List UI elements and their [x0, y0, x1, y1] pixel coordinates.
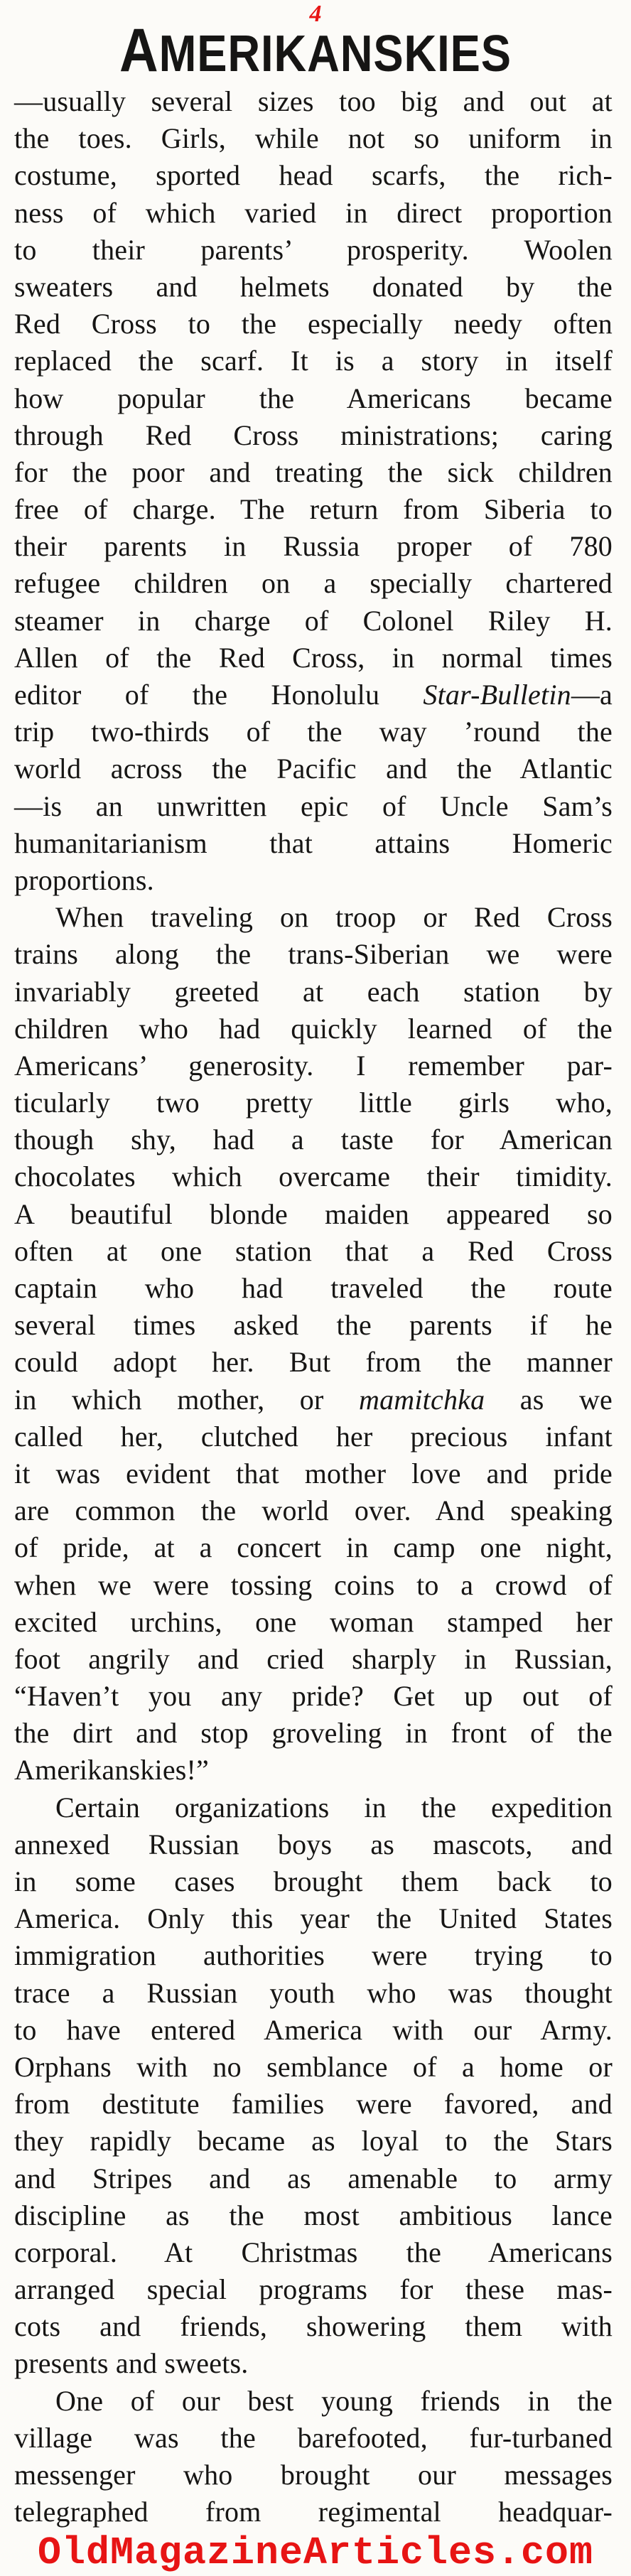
- text-line: One of our best young friends in the: [55, 2384, 613, 2417]
- text-line: often at one station that a Red Cross: [14, 1234, 613, 1267]
- text-line: the dirt and stop groveling in front of the: [14, 1717, 613, 1750]
- footer-watermark: OldMagazineArticles.com: [37, 2531, 594, 2576]
- text-line: ticularly two pretty little girls who,: [14, 1087, 613, 1119]
- text-line: Allen of the Red Cross, in normal times: [14, 641, 613, 674]
- text-line: —usually several sizes too big and out at: [14, 85, 613, 117]
- text-line: cots and friends, showering them with: [14, 2310, 613, 2343]
- text-line: When traveling on troop or Red Cross: [55, 901, 613, 934]
- text-line: to their parents’ prosperity. Woolen: [14, 233, 613, 266]
- text-line: their parents in Russia proper of 780: [14, 530, 613, 563]
- text-line: when we were tossing coins to a crowd of: [14, 1568, 613, 1601]
- text-line: refugee children on a specially chartered: [14, 567, 613, 600]
- magazine-page: [0, 1, 631, 2576]
- text-line: free of charge. The return from Siberia to: [14, 493, 613, 526]
- text-line: captain who had traveled the route: [14, 1272, 613, 1304]
- text-line: “Haven’t you any pride? Get up out of: [14, 1680, 613, 1713]
- text-line: sweaters and helmets donated by the: [14, 270, 613, 303]
- text-segment: in which mother, or: [14, 1383, 359, 1416]
- text-line: to have entered America with our Army.: [14, 2013, 613, 2046]
- article-title: AMERIKANSKIES: [119, 16, 512, 85]
- text-line: though shy, had a taste for American: [14, 1123, 613, 1156]
- text-line: presents and sweets.: [14, 2347, 249, 2380]
- text-line: discipline as the most ambitious lance: [14, 2199, 613, 2231]
- text-line: replaced the scarf. It is a story in itself: [14, 345, 613, 377]
- text-line: —is an unwritten epic of Uncle Sam’s: [14, 789, 613, 822]
- text-line: trains along the trans-Siberian we were: [14, 938, 613, 971]
- text-line: in some cases brought them back to: [14, 1865, 613, 1897]
- paragraph: [14, 2383, 613, 2531]
- paragraph: [14, 1789, 613, 2383]
- page-number: 4: [309, 1, 322, 27]
- article-body: [0, 83, 631, 2531]
- text-line: how popular the Americans became: [14, 382, 613, 414]
- text-line: ness of which varied in direct proportion: [14, 196, 613, 229]
- text-segment: —a: [571, 679, 613, 711]
- text-line: through Red Cross ministrations; caring: [14, 419, 613, 451]
- text-line: A beautiful blonde maiden appeared so: [14, 1197, 613, 1230]
- text-line: Amerikanskies!”: [14, 1754, 210, 1787]
- text-line: Orphans with no semblance of a home or: [14, 2050, 613, 2083]
- text-line: [14, 677, 613, 713]
- text-line: corporal. At Christmas the Americans: [14, 2236, 613, 2268]
- text-line: chocolates which overcame their timidity.: [14, 1160, 613, 1193]
- text-line: [14, 1381, 613, 1418]
- text-line: and Stripes and as amenable to army: [14, 2162, 613, 2194]
- text-line: proportions.: [14, 863, 154, 896]
- text-line: trace a Russian youth who was thought: [14, 1976, 613, 2009]
- paragraph: [14, 899, 613, 1789]
- text-line: excited urchins, one woman stamped her: [14, 1605, 613, 1638]
- text-line: for the poor and treating the sick children: [14, 456, 613, 488]
- text-line: foot angrily and cried sharply in Russian,: [14, 1642, 613, 1675]
- text-line: Certain organizations in the expedition: [55, 1791, 613, 1823]
- text-line: village was the barefooted, fur-turbaned: [14, 2421, 613, 2454]
- italic-text: Star-Bulletin: [423, 679, 571, 711]
- text-line: messenger who brought our messages: [14, 2459, 613, 2491]
- text-line: invariably greeted at each station by: [14, 975, 613, 1008]
- text-line: Americans’ generosity. I remember par-: [14, 1049, 613, 1082]
- text-line: costume, sported head scarfs, the rich-: [14, 159, 613, 192]
- text-line: telegraphed from regimental headquar-: [14, 2496, 613, 2528]
- text-line: children who had quickly learned of the: [14, 1012, 613, 1045]
- text-line: humanitarianism that attains Homeric: [14, 826, 613, 859]
- text-line: from destitute families were favored, and: [14, 2088, 613, 2120]
- text-segment: as we: [485, 1383, 613, 1416]
- text-line: annexed Russian boys as mascots, and: [14, 1828, 613, 1860]
- text-line: steamer in charge of Colonel Riley H.: [14, 604, 613, 637]
- text-line: are common the world over. And speaking: [14, 1494, 613, 1527]
- text-segment: editor of the Honolulu: [14, 679, 424, 711]
- text-line: Red Cross to the especially needy often: [14, 308, 613, 340]
- text-line: it was evident that mother love and pride: [14, 1457, 613, 1489]
- text-line: the toes. Girls, while not so uniform in: [14, 122, 613, 155]
- italic-text: mamitchka: [358, 1383, 485, 1416]
- text-line: arranged special programs for these mas-: [14, 2273, 613, 2306]
- text-line: immigration authorities were trying to: [14, 1939, 613, 1972]
- text-line: America. Only this year the United States: [14, 1902, 613, 1935]
- text-line: world across the Pacific and the Atlantic: [14, 753, 613, 785]
- text-line: trip two-thirds of the way ’round the: [14, 716, 613, 748]
- text-line: several times asked the parents if he: [14, 1309, 613, 1342]
- text-line: could adopt her. But from the manner: [14, 1346, 613, 1379]
- text-line: they rapidly became as loyal to the Stars: [14, 2125, 613, 2157]
- text-line: of pride, at a concert in camp one night,: [14, 1531, 613, 1564]
- paragraph: [14, 83, 613, 899]
- text-line: called her, clutched her precious infant: [14, 1420, 613, 1453]
